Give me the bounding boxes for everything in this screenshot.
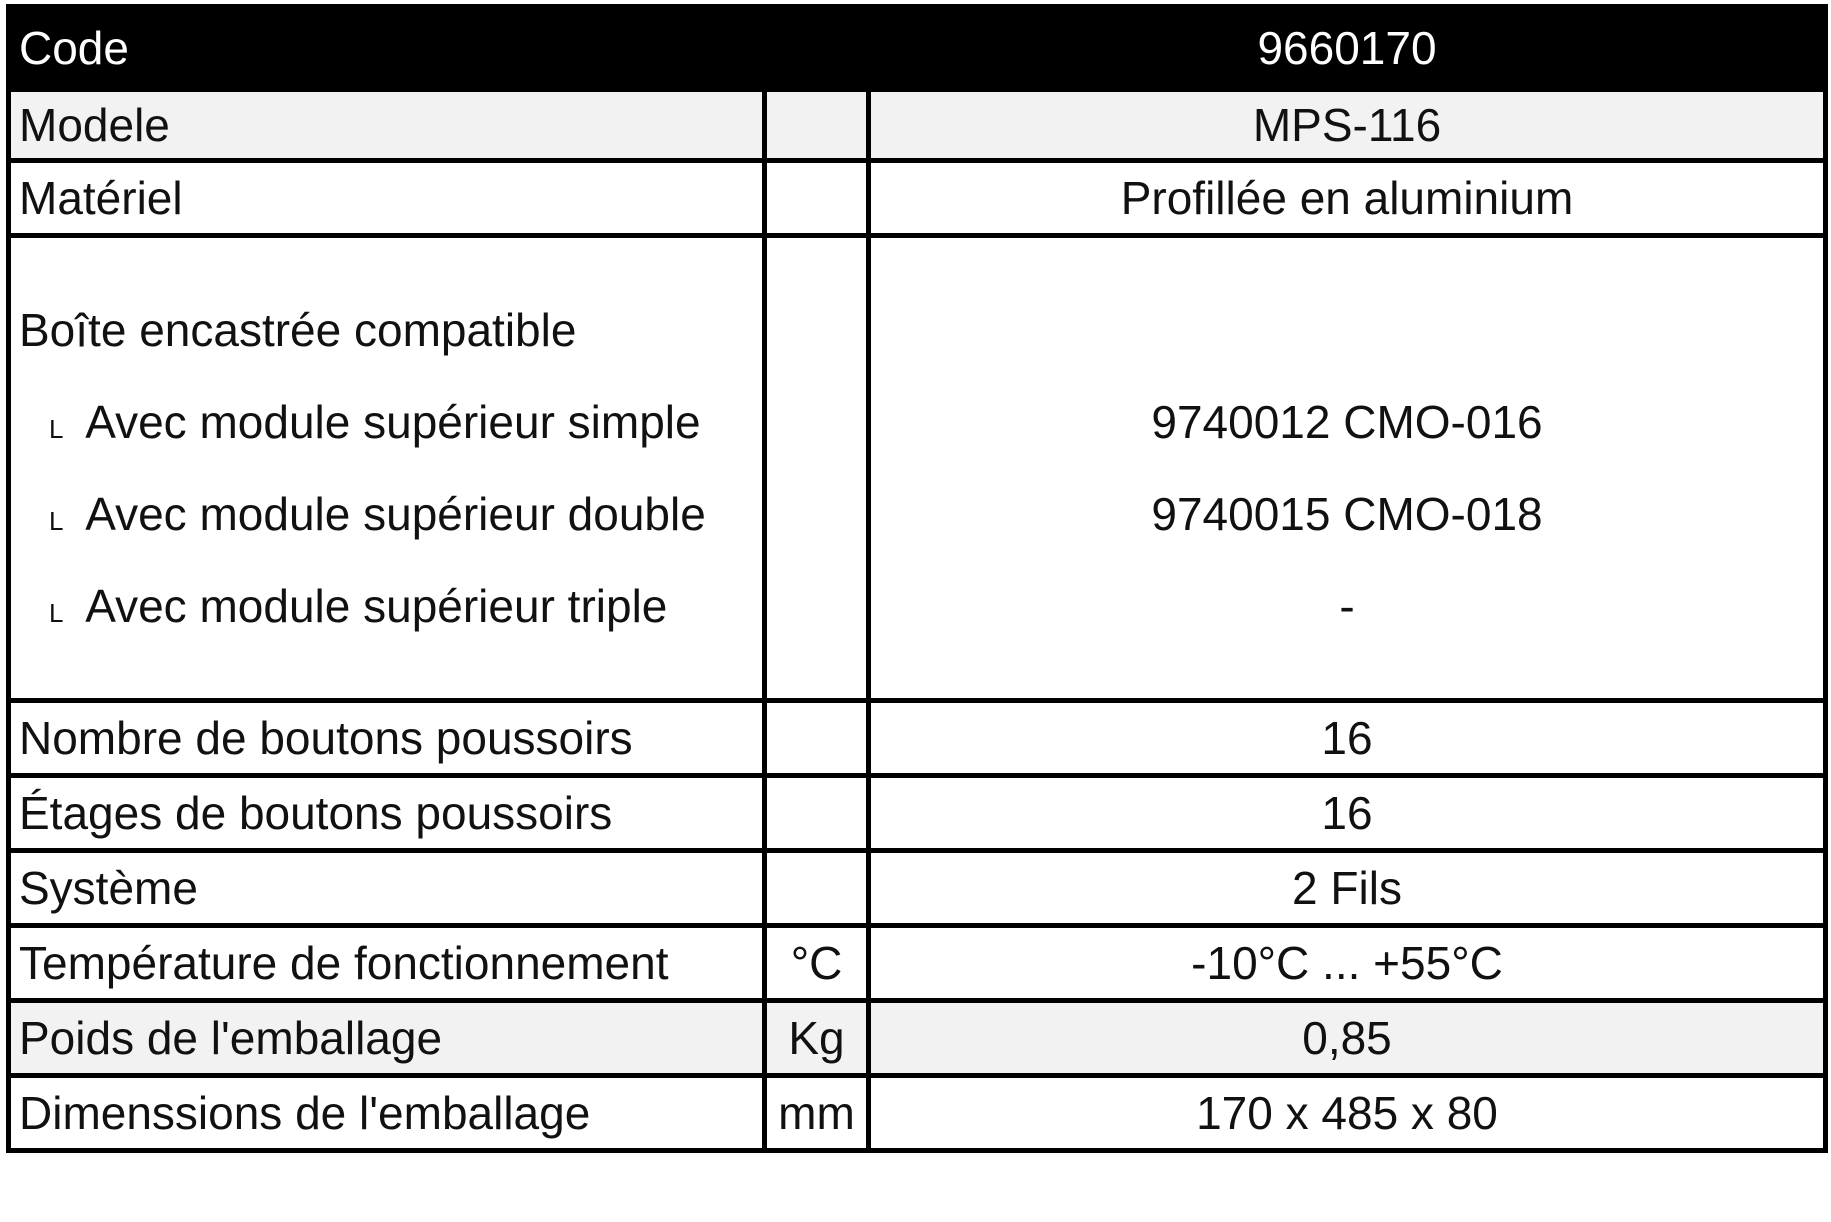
modele-unit <box>765 90 869 161</box>
systeme-value: 2 Fils <box>869 851 1826 926</box>
temperature-label: Température de fonctionnement <box>9 926 765 1001</box>
boite-sub-simple-value: 9740012 CMO-016 <box>1151 396 1543 448</box>
boite-value-cell <box>869 236 1826 701</box>
row-poids <box>9 1001 1826 1076</box>
etages-value: 16 <box>869 776 1826 851</box>
sub-marker: L <box>49 598 64 628</box>
nombre-label: Nombre de boutons poussoirs <box>9 701 765 776</box>
spec-table <box>6 4 1828 1153</box>
systeme-unit <box>765 851 869 926</box>
poids-label: Poids de l'emballage <box>9 1001 765 1076</box>
sub-marker: L <box>49 414 64 444</box>
modele-value: MPS-116 <box>869 90 1826 161</box>
boite-sub-double <box>19 468 754 560</box>
materiel-label: Matériel <box>9 161 765 236</box>
temperature-unit: °C <box>765 926 869 1001</box>
boite-sub-double-value: 9740015 CMO-018 <box>1151 488 1543 540</box>
row-temperature <box>9 926 1826 1001</box>
boite-value-blank <box>879 284 1815 376</box>
boite-sub-triple-label: Avec module supérieur triple <box>85 580 668 632</box>
poids-unit: Kg <box>765 1001 869 1076</box>
modele-label: Modele <box>9 90 765 161</box>
row-etages <box>9 776 1826 851</box>
boite-sub-simple <box>19 376 754 468</box>
dimensions-unit: mm <box>765 1076 869 1151</box>
boite-sub-double-label: Avec module supérieur double <box>85 488 706 540</box>
boite-label-cell <box>9 236 765 701</box>
dimensions-value: 170 x 485 x 80 <box>869 1076 1826 1151</box>
boite-label: Boîte encastrée compatible <box>19 304 577 356</box>
materiel-value: Profillée en aluminium <box>869 161 1826 236</box>
row-materiel <box>9 161 1826 236</box>
boite-sub-simple-label: Avec module supérieur simple <box>85 396 701 448</box>
dimensions-label: Dimenssions de l'emballage <box>9 1076 765 1151</box>
row-systeme <box>9 851 1826 926</box>
nombre-unit <box>765 701 869 776</box>
sub-marker: L <box>49 506 64 536</box>
header-code-value: 9660170 <box>869 7 1826 90</box>
row-dimensions <box>9 1076 1826 1151</box>
materiel-unit <box>765 161 869 236</box>
boite-unit <box>765 236 869 701</box>
temperature-value: -10°C ... +55°C <box>869 926 1826 1001</box>
etages-label: Étages de boutons poussoirs <box>9 776 765 851</box>
systeme-label: Système <box>9 851 765 926</box>
etages-unit <box>765 776 869 851</box>
nombre-value: 16 <box>869 701 1826 776</box>
row-nombre <box>9 701 1826 776</box>
boite-sub-triple-value: - <box>1339 580 1355 632</box>
header-row <box>9 7 1826 90</box>
row-boite <box>9 236 1826 701</box>
header-label: Code <box>9 7 869 90</box>
poids-value: 0,85 <box>869 1001 1826 1076</box>
row-modele <box>9 90 1826 161</box>
boite-sub-triple <box>19 560 754 652</box>
